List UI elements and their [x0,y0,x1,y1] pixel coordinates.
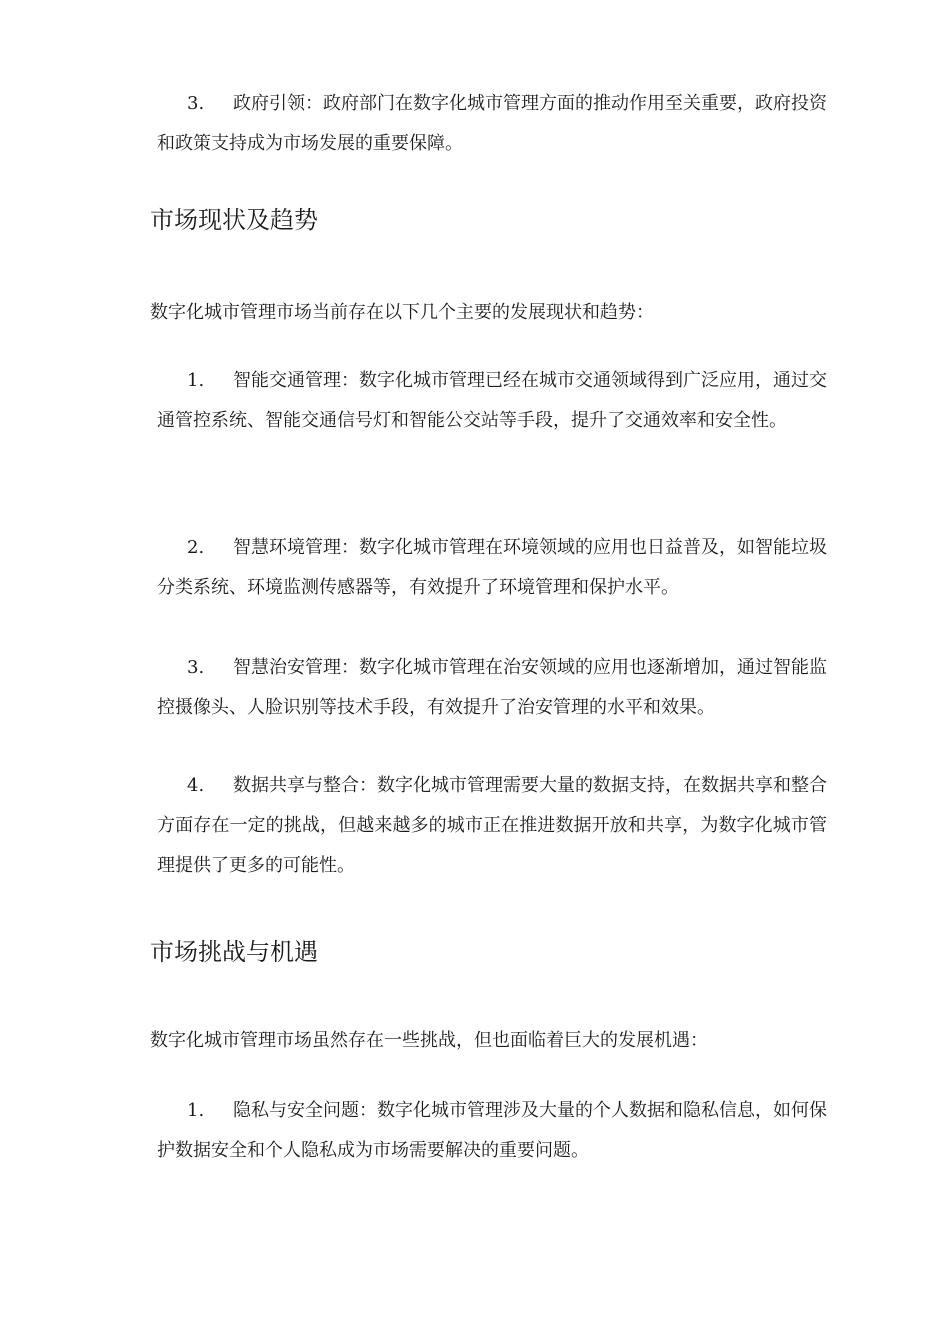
list-item [157,648,827,728]
list-item-number: 2. [187,537,205,558]
section-heading-challenge: 市场挑战与机遇 [150,938,318,966]
list-item-number: 4. [187,775,205,796]
section-intro-status: 数字化城市管理市场当前存在以下几个主要的发展现状和趋势： [150,302,654,323]
list-item-text: 政府引领：政府部门在数字化城市管理方面的推动作用至关重要，政府投资和政策支持成为市场发展的重要保障。 [157,93,827,154]
list-item [157,766,827,886]
list-item-text: 智慧环境管理：数字化城市管理在环境领域的应用也日益普及，如智能垃圾分类系统、环境监测传感器等，有效提升了环境管理和保护水平。 [157,537,827,598]
list-item-number: 1. [187,370,205,391]
list-item-number: 3. [187,93,205,114]
list-item-text: 数据共享与整合：数字化城市管理需要大量的数据支持，在数据共享和整合方面存在一定的挑战，但越来越多的城市正在推进数据开放和共享，为数字化城市管理提供了更多的可能性。 [157,775,827,876]
list-item-text: 智能交通管理：数字化城市管理已经在城市交通领域得到广泛应用，通过交通管控系统、智能交通信号灯和智能公交站等手段，提升了交通效率和安全性。 [157,370,827,431]
list-item-number: 3. [187,657,205,678]
list-item [157,528,827,608]
list-item-number: 1. [187,1100,205,1121]
list-item [157,361,827,441]
list-item [157,1091,827,1171]
list-item [157,84,827,164]
section-intro-challenge: 数字化城市管理市场虽然存在一些挑战，但也面临着巨大的发展机遇： [150,1030,708,1051]
section-heading-status: 市场现状及趋势 [150,206,318,234]
list-item-text: 隐私与安全问题：数字化城市管理涉及大量的个人数据和隐私信息，如何保护数据安全和个人隐私成为市场需要解决的重要问题。 [157,1100,827,1161]
list-item-text: 智慧治安管理：数字化城市管理在治安领域的应用也逐渐增加，通过智能监控摄像头、人脸识别等技术手段，有效提升了治安管理的水平和效果。 [157,657,827,718]
